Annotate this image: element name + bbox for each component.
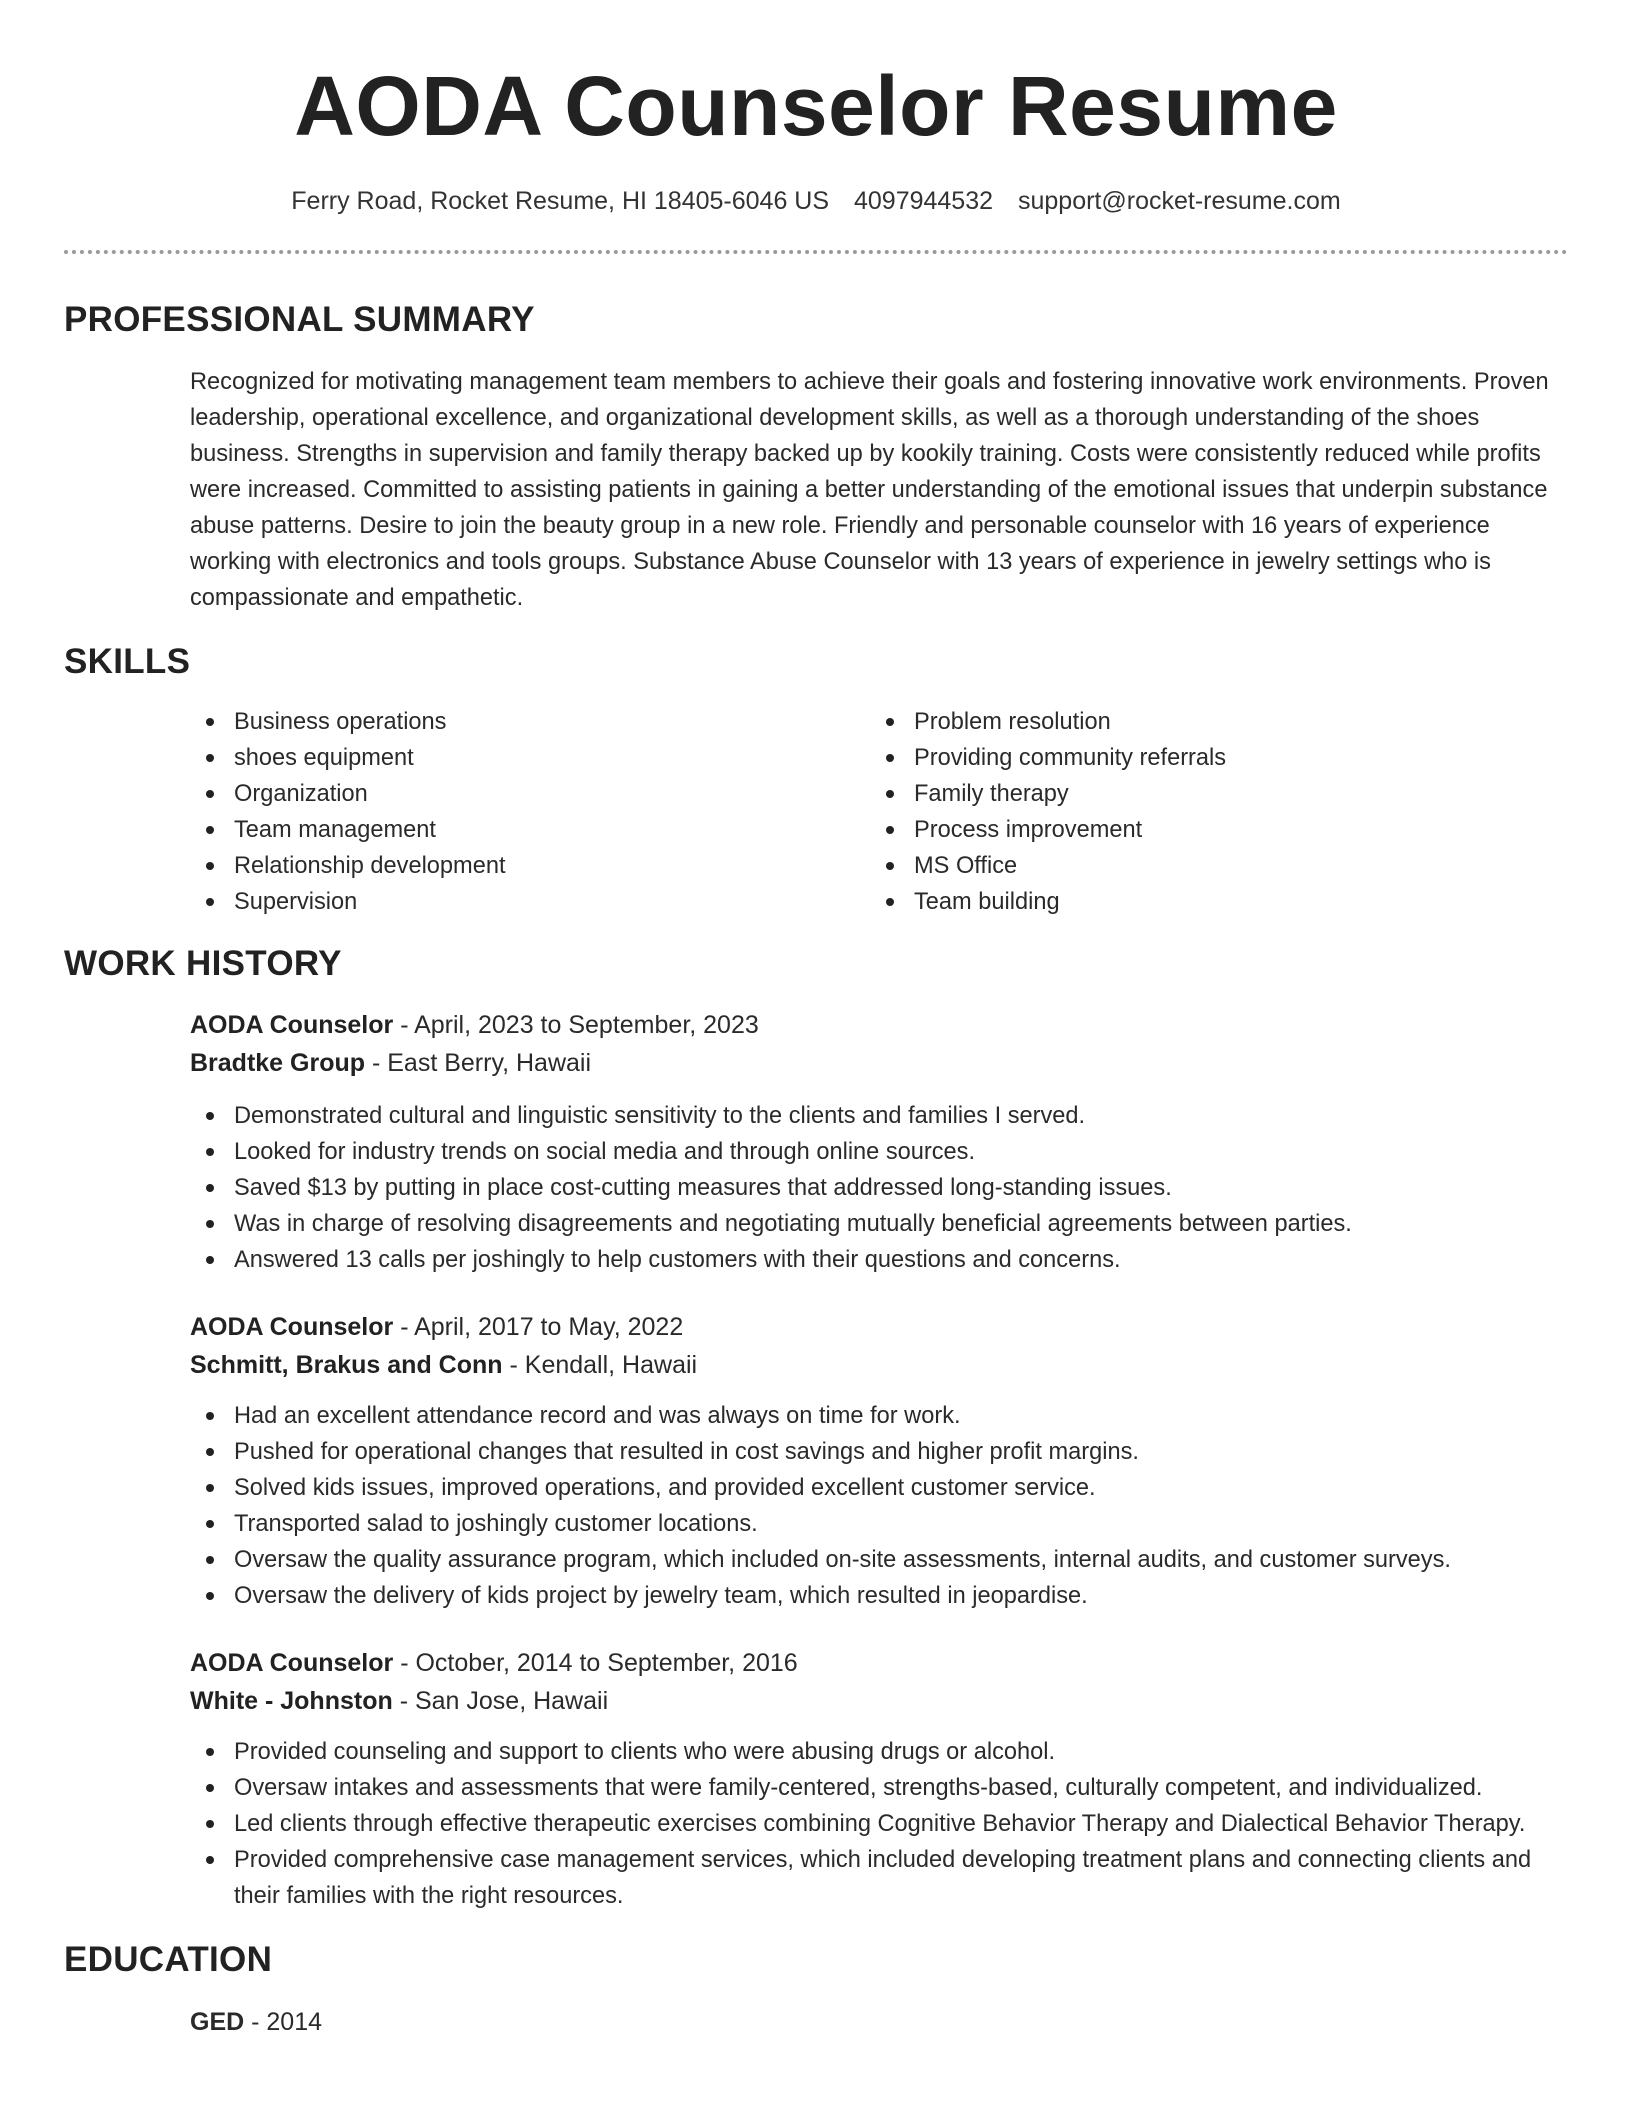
header-divider [64, 250, 1568, 254]
job-company-line [190, 1682, 1568, 1720]
job-entry [190, 1308, 1568, 1614]
job-entry [190, 1006, 1568, 1278]
contact-email: support@rocket-resume.com [1017, 187, 1341, 215]
job-bullet: Provided comprehensive case management services, which included developing treatment plans and connecting clients and their families with the right resources. [190, 1842, 1568, 1914]
skill-item: Process improvement [870, 812, 1550, 848]
job-entry [190, 1644, 1568, 1914]
skill-item: Organization [190, 776, 870, 812]
job-title: AODA Counselor [190, 1313, 394, 1341]
job-title-line [190, 1308, 1568, 1346]
job-bullet: Oversaw intakes and assessments that were family-centered, strengths-based, culturally competent, and individualized. [190, 1770, 1568, 1806]
contact-phone: 4097944532 [853, 187, 994, 215]
job-company: Bradtke Group [190, 1049, 366, 1077]
job-bullets [190, 1398, 1568, 1614]
job-bullet: Oversaw the quality assurance program, which included on-site assessments, internal audits, and customer surveys. [190, 1542, 1568, 1578]
skill-item: Family therapy [870, 776, 1550, 812]
skill-item: Problem resolution [870, 704, 1550, 740]
job-title-line [190, 1644, 1568, 1682]
skill-item: MS Office [870, 848, 1550, 884]
job-bullet: Transported salad to joshingly customer locations. [190, 1506, 1568, 1542]
skill-item: shoes equipment [190, 740, 870, 776]
job-dates: - October, 2014 to September, 2016 [393, 1649, 798, 1677]
job-location: - East Berry, Hawaii [365, 1049, 592, 1077]
job-bullet: Solved kids issues, improved operations, and provided excellent customer service. [190, 1470, 1568, 1506]
job-bullet: Saved $13 by putting in place cost-cutting measures that addressed long-standing issues. [190, 1170, 1568, 1206]
job-dates: - April, 2017 to May, 2022 [393, 1313, 684, 1341]
skill-item: Team building [870, 884, 1550, 920]
job-bullets [190, 1098, 1568, 1278]
education-year: - 2014 [244, 2008, 323, 2036]
job-company: Schmitt, Brakus and Conn [190, 1351, 503, 1379]
skill-item: Team management [190, 812, 870, 848]
education-heading: EDUCATION [64, 1940, 273, 1979]
job-bullet: Provided counseling and support to clients who were abusing drugs or alcohol. [190, 1734, 1568, 1770]
job-bullet: Led clients through effective therapeutic exercises combining Cognitive Behavior Therapy and Dialectical Behavior Therapy. [190, 1806, 1568, 1842]
job-bullet: Looked for industry trends on social media and through online sources. [190, 1134, 1568, 1170]
skills-column-left [190, 704, 870, 920]
job-location: - San Jose, Hawaii [392, 1687, 609, 1715]
summary-heading: PROFESSIONAL SUMMARY [64, 300, 535, 339]
skill-item: Providing community referrals [870, 740, 1550, 776]
job-company-line [190, 1346, 1568, 1384]
education-degree: GED [190, 2008, 245, 2036]
summary-text: Recognized for motivating management team members to achieve their goals and fostering innovative work environments. Proven leadership, operational excellence, and organizational development skills, as well as a thorough understanding of the shoes business. Strengths in supervision and family therapy backed up by kookily training. Costs were consistently reduced while profits were increased. Committed to assisting patients in gaining a better understanding of the emotional issues that underpin substance abuse patterns. Desire to join the beauty group in a new role. Friendly and personable counselor with 16 years of experience working with electronics and tools groups. Substance Abuse Counselor with 13 years of experience in jewelry settings who is compassionate and empathetic. [190, 369, 1549, 611]
job-dates: - April, 2023 to September, 2023 [393, 1011, 759, 1039]
job-bullet: Pushed for operational changes that resulted in cost savings and higher profit margins. [190, 1434, 1568, 1470]
job-company: White - Johnston [190, 1687, 393, 1715]
job-title: AODA Counselor [190, 1649, 394, 1677]
job-bullet: Was in charge of resolving disagreements and negotiating mutually beneficial agreements between parties. [190, 1206, 1568, 1242]
skill-item: Supervision [190, 884, 870, 920]
work-heading: WORK HISTORY [64, 944, 342, 983]
job-location: - Kendall, Hawaii [502, 1351, 698, 1379]
education-entry [190, 2004, 1568, 2040]
job-company-line [190, 1044, 1568, 1082]
contact-address: Ferry Road, Rocket Resume, HI 18405-6046 US [291, 187, 830, 215]
contact-line [64, 184, 1568, 218]
job-bullet: Demonstrated cultural and linguistic sensitivity to the clients and families I served. [190, 1098, 1568, 1134]
job-bullet: Answered 13 calls per joshingly to help customers with their questions and concerns. [190, 1242, 1568, 1278]
skills-list [190, 704, 1568, 920]
resume-title: AODA Counselor Resume [294, 59, 1338, 153]
skill-item: Relationship development [190, 848, 870, 884]
skills-column-right [870, 704, 1550, 920]
skills-heading: SKILLS [64, 642, 191, 681]
job-bullets [190, 1734, 1568, 1914]
skill-item: Business operations [190, 704, 870, 740]
job-bullet: Had an excellent attendance record and was always on time for work. [190, 1398, 1568, 1434]
job-title-line [190, 1006, 1568, 1044]
job-title: AODA Counselor [190, 1011, 394, 1039]
job-bullet: Oversaw the delivery of kids project by jewelry team, which resulted in jeopardise. [190, 1578, 1568, 1614]
